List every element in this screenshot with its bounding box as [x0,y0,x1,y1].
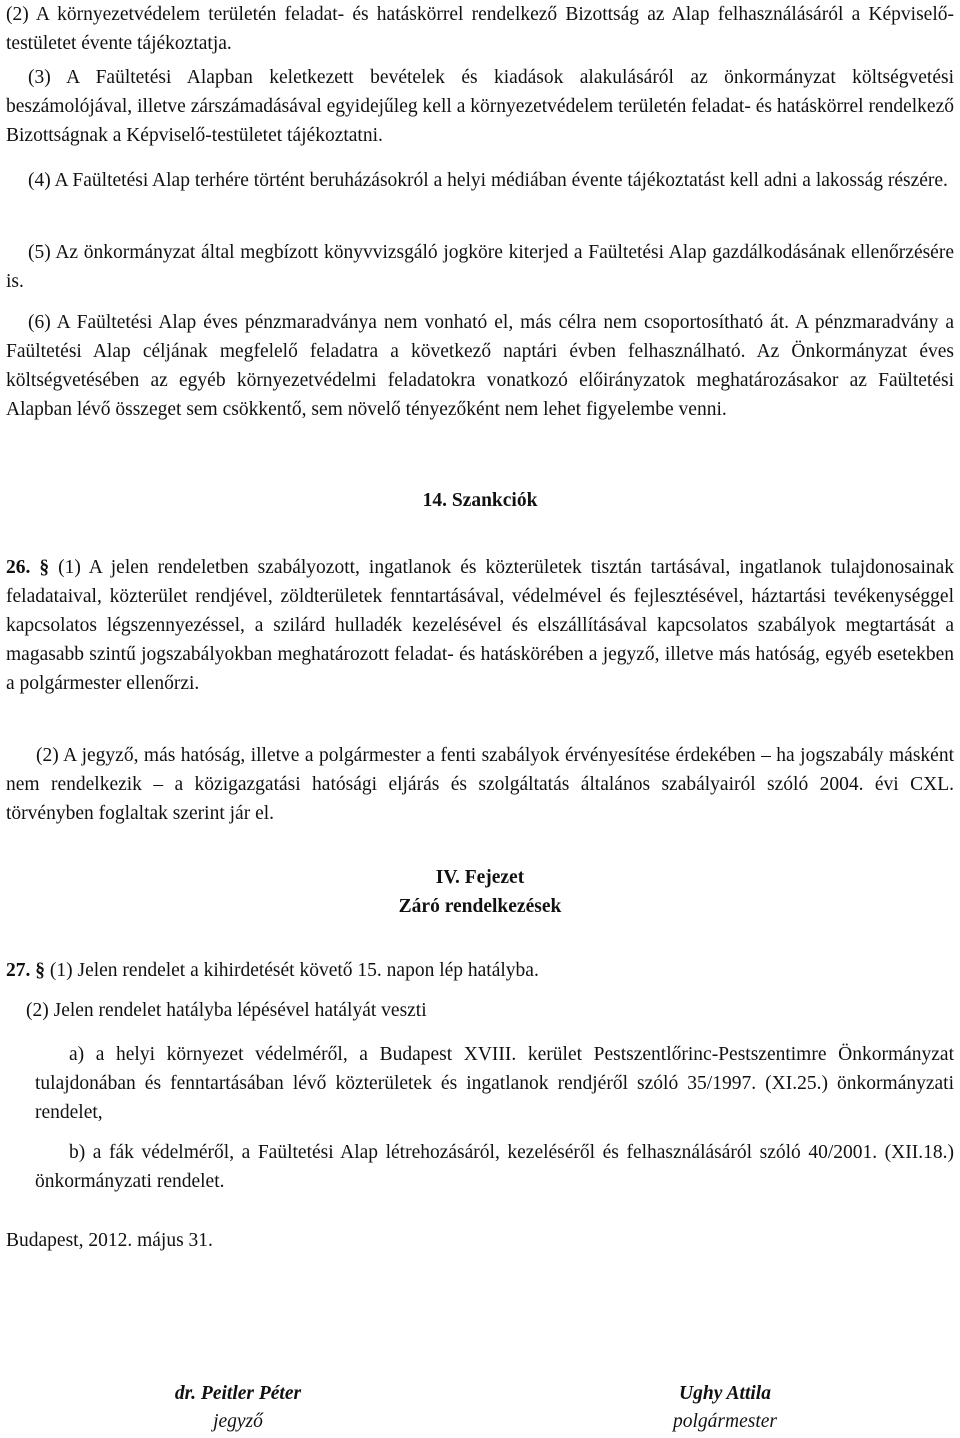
signature-left [58,1380,418,1436]
section-27-paragraph-2: (2) Jelen rendelet hatályba lépésével hatályát veszti [26,1000,427,1021]
repealed-item-b: b) a fák védelméről, a Faültetési Alap létrehozásáról, kezeléséről és felhasználásáról szóló 40/2001. (XII.18.) önkormányzati rendelet. [35,1142,954,1192]
section-26-number: 26. § [6,557,50,578]
signature-right [545,1380,905,1436]
section-26-paragraph-2: (2) A jegyző, más hatóság, illetve a polgármester a fenti szabályok érvényesítése érdekében – ha jogszabály másként nem rendelkezik – a közigazgatási hatósági eljárás és szolgáltatás általános szabályairól szóló 2004. évi CXL. törvényben foglaltak szerint jár el. [6,745,954,824]
signature-right-role: polgármester [673,1411,777,1432]
section-26-paragraph-1 [6,553,954,698]
section-27-number: 27. § [6,960,45,981]
section-26-text-1: (1) A jelen rendeletben szabályozott, ingatlanok és közterületek tisztán tartásával, ingatlanok tulajdonosainak feladataival, közterület rendjével, zöldterületek fenntartásával, védelmével és fejlesztésével, háztartási tevékenységgel kapcsolatos légszennyezéssel, a szilárd hulladék kezelésével és elszállításával kapcsolatos szabályok megtartását a magasabb szintű jogszabályokban meghatározott feladat- és hatáskörében a jegyző, illetve más hatóság, egyéb esetekben a polgármester ellenőrzi. [6,557,955,694]
paragraph-2: (2) A környezetvédelem területén feladat- és hatáskörrel rendelkező Bizottság az Alap felhasználásáról a Képviselő-testületet évente tájékoztatja. [6,4,954,54]
section-27-text-1: (1) Jelen rendelet a kihirdetését követő 15. napon lép hatályba. [49,960,539,981]
signature-left-name: dr. Peitler Péter [174,1383,302,1404]
signature-right-name: Ughy Attila [679,1383,771,1404]
chapter-title: IV. Fejezet [435,867,525,888]
paragraph-6: (6) A Faültetési Alap éves pénzmaradványa nem vonható el, más célra nem csoportosítható át. A pénzmaradvány a Faültetési Alap céljának megfelelő feladatra a következő naptári évben felhasználható. Az Önkormányzat éves költségvetésében az egyéb környezetvédelmi feladatokra vonatkozó előirányzatok meghatározásakor az Faültetési Alapban lévő összeget sem csökkentő, sem növelő tényezőként nem lehet figyelembe venni. [6,312,954,420]
paragraph-5: (5) Az önkormányzat által megbízott könyvvizsgáló jogköre kiterjed a Faültetési Alap gazdálkodásának ellenőrzésére is. [6,242,954,292]
paragraph-3: (3) A Faültetési Alapban keletkezett bevételek és kiadások alakulásáról az önkormányzat költségvetési beszámolójával, illetve zárszámadásával egyidejűleg kell a környezetvédelem területén feladat- és hatáskörrel rendelkező Bizottságnak a Képviselő-testületet tájékoztatni. [6,67,954,146]
date-line: Budapest, 2012. május 31. [6,1230,213,1251]
section-heading-szankciok: 14. Szankciók [422,490,538,511]
section-27-paragraph-1 [6,956,954,985]
paragraph-4: (4) A Faültetési Alap terhére történt beruházásokról a helyi médiában évente tájékoztatást kell adni a lakosság részére. [28,170,948,191]
repealed-item-a: a) a helyi környezet védelméről, a Budapest XVIII. kerület Pestszentlőrinc-Pestszentimre Önkormányzat tulajdonában és fenntartásában lévő közterületek és ingatlanok rendjéről szóló 35/1997. (XI.25.) önkormányzati rendelet, [35,1044,954,1123]
signature-left-role: jegyző [213,1411,263,1432]
chapter-subtitle: Záró rendelkezések [398,896,562,917]
